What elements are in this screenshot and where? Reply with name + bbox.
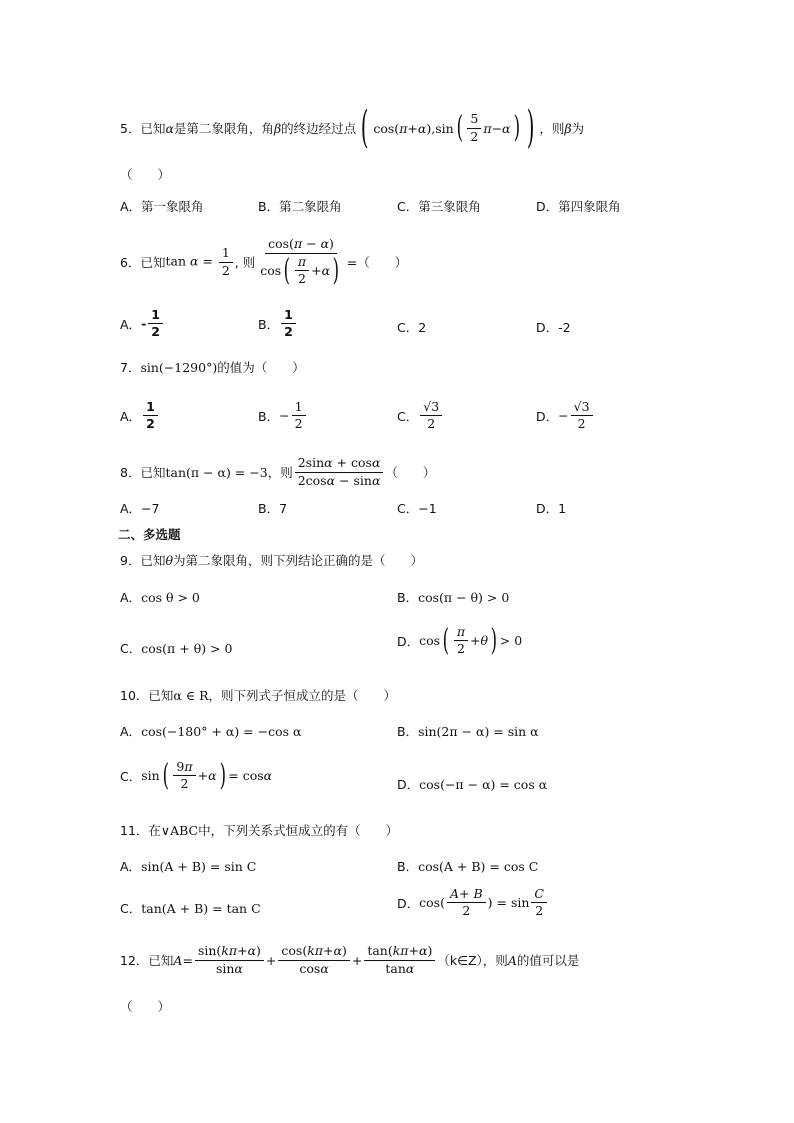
option-d	[536, 499, 566, 517]
option-a	[120, 499, 159, 517]
q8-text: ，则	[267, 465, 293, 480]
math-beta: β	[273, 120, 282, 136]
q5-text: 是第二象限角，角	[173, 121, 274, 136]
q10-given: α ∈ R	[173, 687, 209, 703]
q6-text: =（ ）	[346, 255, 408, 270]
option-label: B．7	[258, 501, 288, 516]
math-fraction: $\frac{1}{2}$	[292, 400, 306, 432]
q5-point-expression: ( cos( π + α ),sin ( $\frac{5}{2}$ π − α ) )	[360, 102, 535, 153]
option-label: D．-2	[536, 320, 571, 335]
answer-paren	[120, 997, 170, 1015]
option-label: B．	[258, 316, 280, 332]
q8-given: tan(π − α) = −3	[165, 464, 268, 480]
math-fraction: $\frac{√3}{2}$	[571, 400, 593, 432]
question-number: 7．	[120, 360, 141, 375]
question-number: 6．	[120, 255, 141, 270]
question-number: 11．	[120, 823, 149, 838]
math-expr: cos(A + B) = cos C	[418, 858, 539, 874]
math-alpha: α	[165, 120, 174, 136]
option-label: D．1	[536, 501, 567, 516]
answer-blank: （ ）	[120, 167, 171, 182]
option-label: A．	[120, 590, 142, 605]
option-label: B．	[258, 408, 280, 424]
q11-triangle: ∨ABC	[160, 822, 199, 838]
q5-text: 已知	[140, 121, 166, 136]
question-9	[120, 551, 423, 569]
q11-text: 中，下列关系式恒成立的有（ ）	[198, 823, 399, 838]
math-fraction: $\frac{1}{2}$	[148, 308, 163, 340]
option-c	[120, 757, 273, 793]
q12-expression: A = $\frac{\sin(k\pi+\alpha)}{\sin\alpha}$ + $\frac{\cos(k\pi+\alpha)}{\cos\alpha}$ + $\frac{\tan(k\pi+\alpha)}{\tan\alpha}$	[173, 944, 437, 976]
math-expr: -	[141, 316, 147, 332]
option-label: C．2	[397, 320, 427, 335]
q9-text: 为第二象限角，则下列结论正确的是（ ）	[173, 553, 424, 568]
option-b	[258, 197, 342, 215]
q12-text: 的值可以是	[516, 953, 580, 968]
option-label: C．	[120, 641, 142, 656]
option-c	[120, 639, 232, 657]
math-expr: tan(A + B) = tan C	[141, 900, 261, 916]
option-label: D．	[536, 408, 559, 424]
option-a	[120, 197, 204, 215]
option-label: B．	[397, 724, 419, 739]
q7-expression: sin(−1290°)	[140, 359, 218, 375]
option-d	[536, 197, 621, 215]
question-12	[120, 938, 579, 982]
math-fraction: $\frac{1}{2}$	[143, 400, 158, 432]
question-7	[120, 358, 305, 376]
math-expr: cos(−π − α) = cos α	[419, 776, 548, 792]
question-number: 9．	[120, 553, 141, 568]
question-8	[120, 452, 435, 492]
q12-text: 已知	[148, 953, 174, 968]
q8-text: （ ）	[385, 465, 436, 480]
answer-blank: （ ）	[120, 999, 171, 1014]
option-label: D．第四象限角	[536, 199, 621, 214]
option-label: B．	[397, 590, 419, 605]
option-label: A．	[120, 724, 142, 739]
math-expr: cos(π + θ) > 0	[141, 640, 233, 656]
math-expr: sin ( $\frac{9\pi}{2}$ + α ) = cos α	[141, 757, 273, 793]
question-number: 12．	[120, 953, 149, 968]
section-title: 二、多选题	[118, 527, 181, 542]
option-label: A．	[120, 316, 142, 332]
option-a	[120, 588, 200, 606]
option-c	[397, 318, 426, 336]
option-c	[397, 197, 481, 215]
option-a	[120, 400, 160, 432]
q6-text: 已知	[140, 255, 166, 270]
math-expr: cos(π − θ) > 0	[418, 589, 510, 605]
option-label: C．−1	[397, 501, 437, 516]
math-expr: −	[279, 408, 290, 424]
q10-text: ，则下列式子恒成立的是（ ）	[208, 688, 396, 703]
option-label: A．−7	[120, 501, 160, 516]
q8-text: 已知	[140, 465, 166, 480]
q6-fraction: cos(π − α) cos ( $\frac{\pi}{2}$ + α )	[260, 236, 340, 288]
option-a	[120, 308, 165, 340]
question-10	[120, 686, 396, 704]
option-d	[397, 887, 549, 919]
option-label: C．	[120, 768, 142, 784]
option-c	[397, 400, 444, 432]
question-5	[120, 102, 585, 153]
option-b	[397, 588, 509, 606]
math-A: A	[507, 952, 517, 968]
option-label: C．第三象限角	[397, 199, 481, 214]
math-expr: cos( $\frac{A+ B}{2}$ ) = sin $\frac{C}{2}$	[419, 887, 549, 919]
q12-text: （k∈Z），则	[437, 953, 508, 968]
question-6	[120, 232, 407, 292]
math-expr: sin(A + B) = sin C	[141, 858, 257, 874]
math-expr: cos ( $\frac{\pi}{2}$ + θ ) > 0	[419, 622, 523, 658]
math-theta: θ	[165, 552, 173, 568]
q7-text: 的值为（ ）	[217, 360, 305, 375]
option-d	[536, 318, 571, 336]
math-expr: cos(−180° + α) = −cos α	[141, 723, 302, 739]
option-a	[120, 857, 256, 875]
q5-text: ，则	[539, 121, 565, 136]
math-fraction: $\frac{√3}{2}$	[420, 400, 442, 432]
option-d	[397, 775, 547, 793]
option-label: D．	[397, 633, 420, 649]
option-c	[120, 899, 261, 917]
option-label: A．	[120, 408, 142, 424]
option-label: A．	[120, 859, 142, 874]
q6-text: , 则	[234, 255, 256, 270]
math-fraction: $\frac{1}{2}$	[281, 308, 296, 340]
option-b	[258, 308, 298, 340]
q5-text: 为	[571, 121, 585, 136]
q5-text: 的终边经过点	[281, 121, 357, 136]
option-label: D．	[397, 895, 420, 911]
question-number: 10．	[120, 688, 149, 703]
math-expr: cos θ > 0	[141, 589, 200, 605]
option-b	[397, 722, 539, 740]
q10-text: 已知	[148, 688, 174, 703]
answer-paren	[120, 165, 170, 183]
option-b	[397, 857, 538, 875]
q11-text: 在	[148, 823, 161, 838]
option-b	[258, 400, 308, 432]
option-label: B．	[397, 859, 419, 874]
option-c	[397, 499, 437, 517]
question-number: 8．	[120, 465, 141, 480]
q9-text: 已知	[140, 553, 166, 568]
option-label: C．	[397, 408, 419, 424]
option-b	[258, 499, 287, 517]
question-11	[120, 821, 398, 839]
option-label: A．第一象限角	[120, 199, 204, 214]
math-beta: β	[564, 120, 572, 136]
question-number: 5．	[120, 121, 141, 136]
option-label: C．	[120, 901, 142, 916]
q8-fraction: $\frac{2\sin\alpha + \cos\alpha}{2\cos\alpha - \sin\alpha}$	[295, 456, 384, 488]
option-label: B．第二象限角	[258, 199, 342, 214]
option-label: D．	[397, 777, 420, 792]
option-d	[536, 400, 595, 432]
math-expr: −	[558, 408, 569, 424]
option-d	[397, 622, 523, 658]
option-a	[120, 722, 301, 740]
math-expr: sin(2π − α) = sin α	[418, 723, 539, 739]
q6-given: tan α = $\frac{1}{2}$	[165, 246, 234, 278]
